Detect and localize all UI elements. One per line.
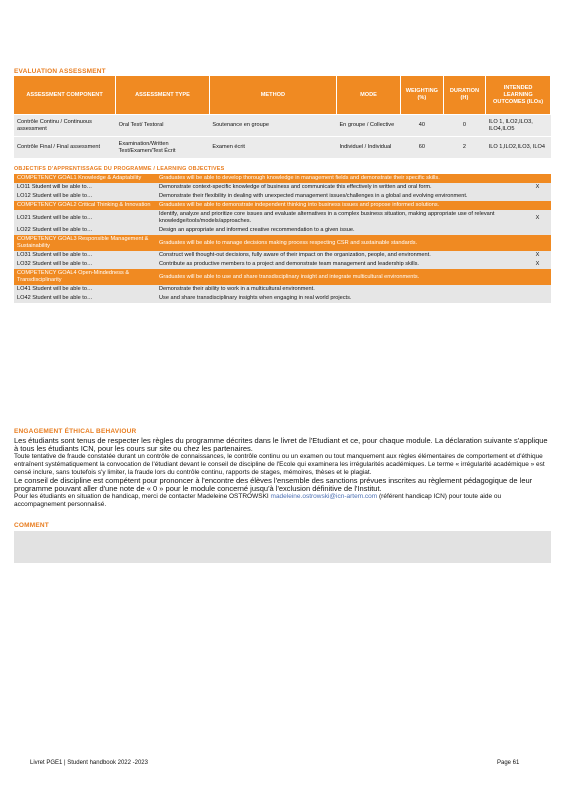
- lo-mark: X: [524, 251, 551, 260]
- col-type: ASSESSMENT TYPE: [116, 76, 210, 115]
- lo-mark: [524, 285, 551, 294]
- lo-text: Identify, analyze and prioritize core issues and evaluate alternatives in a complex business situation, making appropriate use of relevant knowledge/tools/models/approaches.: [156, 210, 524, 226]
- objectives-section-label: OBJECTIFS D'APPRENTISSAGE DU PROGRAMME / LEARNING OBJECTIVES: [14, 166, 225, 172]
- handicap-email-link[interactable]: madeleine.ostrowski@icn-artem.com: [270, 493, 378, 500]
- lo-row: [14, 285, 551, 294]
- lo-row: [14, 210, 551, 226]
- cell: 2: [443, 137, 485, 159]
- lo-text: Demonstrate context-specific knowledge of business and communicate this effectively in written and oral form.: [156, 183, 524, 192]
- lo-id: LO32 Student will be able to…: [14, 260, 156, 269]
- lo-row: [14, 294, 551, 303]
- lo-mark: [524, 226, 551, 235]
- cell: ILO 1, ILO2,ILO3, ILO4,ILO5: [486, 115, 551, 137]
- table-row: [14, 115, 551, 137]
- cell: Oral Test/ Testoral: [116, 115, 210, 137]
- lo-row: [14, 251, 551, 260]
- lo-id: LO42 Student will be able to…: [14, 294, 156, 303]
- lo-mark: X: [524, 260, 551, 269]
- goal-desc: Graduates will be able to demonstrate independent thinking into business issues and propose informed solutions.: [156, 201, 551, 210]
- lo-id: LO21 Student will be able to…: [14, 210, 156, 226]
- lo-text: Construct well thought-out decisions, fully aware of their impact on the organization, people, and environment.: [156, 251, 524, 260]
- goal-row: [14, 269, 551, 285]
- goal-desc: Graduates will be able to use and share transdisciplinary insight and integrate multicultural environments.: [156, 269, 551, 285]
- lo-mark: [524, 192, 551, 201]
- col-ilo: INTENDED LEARNING OUTCOMES (ILOs): [486, 76, 551, 115]
- cell: Individuel / Individual: [336, 137, 400, 159]
- goal-desc: Graduates will be able to develop thorough knowledge in management fields and demonstrate their specific skills.: [156, 174, 551, 183]
- lo-text: Demonstrate their flexibility in dealing with unexpected management issues/challenges in a global and evolving environment.: [156, 192, 524, 201]
- cell: Contrôle Final / Final assessment: [14, 137, 116, 159]
- lo-row: [14, 183, 551, 192]
- footer-left: Livret PGE1 | Student handbook 2022 -2023: [30, 760, 148, 766]
- lo-row: [14, 260, 551, 269]
- engagement-paragraph-4: [14, 493, 551, 509]
- lo-row: [14, 192, 551, 201]
- engagement-paragraph-2: Toute tentative de fraude constatée durant un contrôle de connaissances, le contrôle continu ou un examen ou tout manquement aux règles élémentaires de comportement et d'éthique entraînent systématiquement la convocation de l'étudiant devant le conseil de discipline de l'Ecole qui examinera les irrégularités académiques. Le terme « irrégularité académique » est censé inclure, sans toutefois s'y limiter, la fraude lors du contrôle continu, rapports de stages, mémoires, thèses et le plagiat.: [14, 453, 545, 476]
- cell: Soutenance en groupe: [209, 115, 336, 137]
- col-method: METHOD: [209, 76, 336, 115]
- handicap-text: Pour les étudiants en situation de handicap, merci de contacter Madeleine OSTROWSKI: [14, 493, 269, 500]
- goal-row: [14, 235, 551, 251]
- lo-row: [14, 226, 551, 235]
- lo-id: LO41 Student will be able to…: [14, 285, 156, 294]
- comment-box[interactable]: [14, 531, 551, 563]
- evaluation-table: [14, 76, 551, 158]
- lo-id: LO12 Student will be able to…: [14, 192, 156, 201]
- goal-title: COMPETENCY GOAL3 Responsible Management & Sustainability: [14, 235, 156, 251]
- cell: ILO 1,ILO2,ILO3, ILO4: [486, 137, 551, 159]
- goal-title: COMPETENCY GOAL4 Open-Mindedness & Transdisciplinarity: [14, 269, 156, 285]
- goal-title: COMPETENCY GOAL2 Critical Thinking & Innovation: [14, 201, 156, 210]
- cell: Examination/Written Test/Examen/Test Écrit: [116, 137, 210, 159]
- lo-id: LO11 Student will be able to…: [14, 183, 156, 192]
- lo-id: LO22 Student will be able to…: [14, 226, 156, 235]
- lo-mark: X: [524, 210, 551, 226]
- lo-text: Design an appropriate and informed creative recommendation to a given issue.: [156, 226, 524, 235]
- lo-text: Contribute as productive members to a project and demonstrate team management and leadership skills.: [156, 260, 524, 269]
- evaluation-section-label: EVALUATION ASSESSMENT: [14, 68, 106, 75]
- cell: Contrôle Continu / Continuous assessment: [14, 115, 116, 137]
- goal-row: [14, 174, 551, 183]
- goal-desc: Graduates will be able to manage decisions making process respecting CSR and sustainable standards.: [156, 235, 551, 251]
- goal-title: COMPETENCY GOAL1 Knowledge & Adaptability: [14, 174, 156, 183]
- lo-id: LO31 Student will be able to…: [14, 251, 156, 260]
- handicap-text-end: (référent handicap ICN) pour toute aide ou accompagnement personnalisé.: [14, 493, 502, 508]
- cell: 0: [443, 115, 485, 137]
- engagement-paragraph-3: Le conseil de discipline est compétent pour prononcer à l'encontre des élèves l'ensemble des sanctions prévues inscrites au règlement pédagogique de leur programme pouvant aller d'une note de « 0 » pour le module concerné jusqu'à l'exclusion définitive de l'Institut.: [14, 476, 533, 493]
- page-number: Page 61: [497, 760, 520, 766]
- engagement-section-label: ENGAGEMENT ÉTHICAL BEHAVIOUR: [14, 428, 137, 435]
- lo-text: Demonstrate their ability to work in a multicultural environment.: [156, 285, 524, 294]
- col-component: ASSESSMENT COMPONENT: [14, 76, 116, 115]
- engagement-paragraph-1: Les étudiants sont tenus de respecter les règles du programme décrites dans le livret de l'Etudiant et ce, pour chaque module. La déclaration suivante s'applique à tous les étudiants ICN, pour les cours sur site ou chez les partenaires.: [14, 436, 548, 453]
- engagement-text: [14, 437, 551, 509]
- cell: En groupe / Collective: [336, 115, 400, 137]
- col-weighting: WEIGHTING (%): [401, 76, 444, 115]
- cell: 60: [401, 137, 444, 159]
- cell: Examen écrit: [209, 137, 336, 159]
- objectives-table: [14, 174, 551, 303]
- goal-row: [14, 201, 551, 210]
- col-mode: MODE: [336, 76, 400, 115]
- lo-mark: [524, 294, 551, 303]
- lo-text: Use and share transdisciplinary insights when engaging in real world projects.: [156, 294, 524, 303]
- comment-section-label: COMMENT: [14, 522, 49, 529]
- lo-mark: X: [524, 183, 551, 192]
- cell: 40: [401, 115, 444, 137]
- table-row: [14, 137, 551, 159]
- col-duration: DURATION (H): [443, 76, 485, 115]
